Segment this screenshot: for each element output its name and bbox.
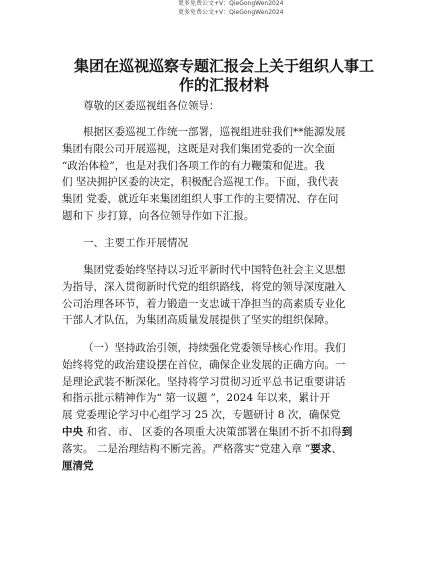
intro-line-5: 集团 党委，就近年来集团组织人事工作的主要情况、存在问 xyxy=(62,193,339,206)
overview-line-4: 干部人才队伍，为集团高质量发展提供了坚实的组织保障。 xyxy=(62,314,335,327)
bold-dao: 到 xyxy=(341,425,353,438)
intro-line-3: “政治体检”，也是对我们各项工作的有力鞭策和促进。我 xyxy=(62,159,325,172)
political-line-2: 始终将党的政治建设摆在首位，确保企业发展的正确方向。一 xyxy=(62,358,346,371)
line-7-c: 、 xyxy=(331,442,342,455)
paragraph-intro xyxy=(62,124,392,225)
intro-line-2: 集团有限公司开展巡视，这既是对我们集团党委的一次全面 xyxy=(62,142,335,155)
political-line-8: 厘清党 xyxy=(62,459,94,472)
political-line-1: （一）坚持政治引领，持续强化党委领导核心作用。我们 xyxy=(83,342,346,354)
salutation-text: 尊敬的区委巡视组各位领导： xyxy=(83,100,220,112)
header-watermark-1: 更多免费公文+V：QieGongWen2024 xyxy=(178,0,284,7)
section-heading-1 xyxy=(62,235,392,252)
bold-central: 中央 xyxy=(62,425,83,438)
political-line-6 xyxy=(62,424,392,441)
title-line-1: 集团在巡视巡察专题汇报会上关于组织人事工 xyxy=(73,57,374,75)
political-line-4: 和指示批示精神作为“ 第一议题 ”，2024 年以来，累计开 xyxy=(62,392,330,405)
political-line-7 xyxy=(62,441,392,458)
paragraph-political-leadership xyxy=(62,340,392,474)
salutation xyxy=(62,98,392,115)
document-title xyxy=(50,57,398,95)
line-6-rest: 和省、市、 区委的各项重大决策部署在集团不折不扣得 xyxy=(83,425,342,438)
title-line-2: 作的汇报材料 xyxy=(178,76,269,94)
section-heading-text: 一、主要工作开展情况 xyxy=(83,237,188,249)
intro-line-1: 根据区委巡视工作统一部署，巡视组进驻我们**能源发展 xyxy=(83,126,346,138)
intro-line-4: 们 坚决拥护区委的决定，积极配合巡视工作。下面，我代表 xyxy=(62,176,339,189)
overview-line-1: 集团党委始终坚持以习近平新时代中国特色社会主义思想 xyxy=(83,264,346,276)
overview-line-3: 公司治理各环节，着力锻造一支忠诚干净担当的高素质专业化 xyxy=(62,297,346,310)
political-line-3: 是理论武装不断深化。坚持将学习贯彻习近平总书记重要讲话 xyxy=(62,375,346,388)
line-7-a: 落实。 二是治理结构不断完善。严格落实“党建入章 ” xyxy=(62,442,311,455)
political-line-5: 展 党委理论学习中心组学习 25 次，专题研讨 8 次，确保党 xyxy=(62,409,341,422)
overview-line-2: 为指导，深入贯彻新时代党的组织路线，将党的领导深度融入 xyxy=(62,280,346,293)
paragraph-overview xyxy=(62,262,392,329)
header-watermark-2: 更多免费公文+V：QieGongWen2024 xyxy=(178,9,284,16)
bold-yaoqiu: 要求 xyxy=(310,442,332,455)
intro-line-6: 题和下 步打算，向各位领导作如下汇报。 xyxy=(62,209,255,222)
